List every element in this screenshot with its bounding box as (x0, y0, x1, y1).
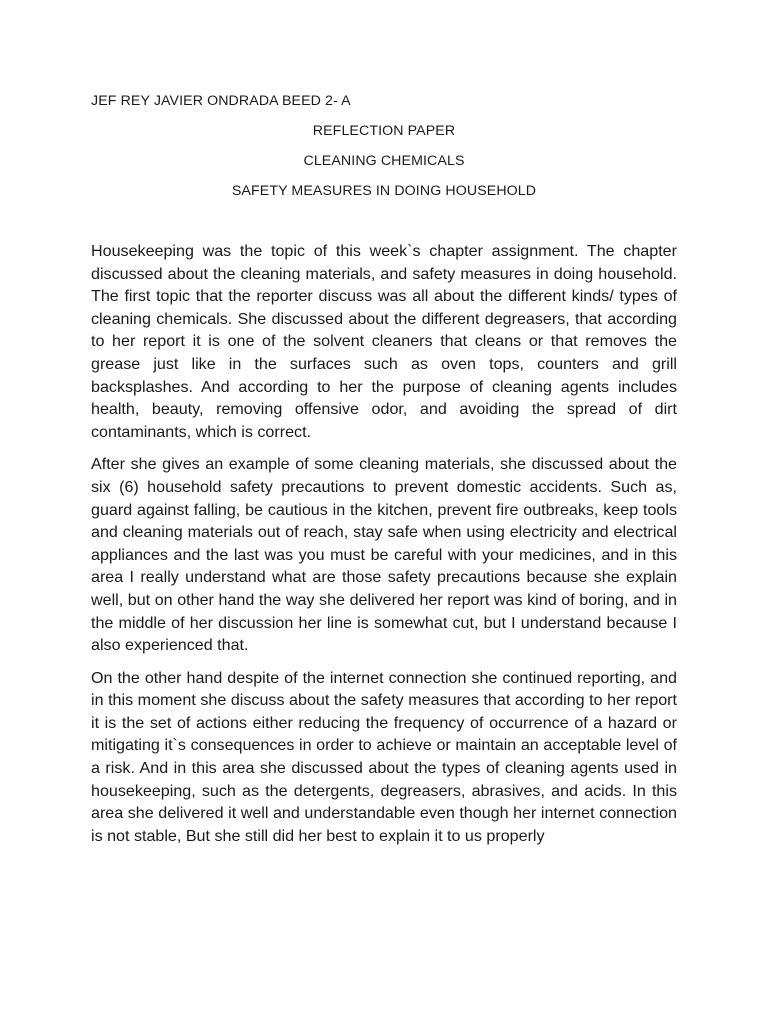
paragraph: Housekeeping was the topic of this week`s chapter assignment. The chapter discussed about the cleaning materials, and safety measures in doing household. The first topic that the reporter discuss was all about the different kinds/ types of cleaning chemicals. She discussed about the different degreasers, that according to her report it is one of the solvent cleaners that cleans or that removes the grease just like in the surfaces such as oven tops, counters and grill backsplashes. And according to her the purpose of cleaning agents includes health, beauty, removing offensive odor, and avoiding the spread of dirt contaminants, which is correct. (91, 242, 677, 441)
document-subtitle: CLEANING CHEMICALS (303, 153, 465, 169)
paragraph: On the other hand despite of the internet connection she continued reporting, and in this moment she discuss about the safety measures that according to her report it is the set of actions either reducing the frequency of occurrence of a hazard or mitigating it`s consequences in order to achieve or maintain an acceptable level of a risk. And in this area she discussed about the types of cleaning agents used in housekeeping, such as the detergents, degreasers, abrasives, and acids. In this area she delivered it well and understandable even though her internet connection is not stable, But she still did her best to explain it to us properly (91, 668, 677, 845)
paragraph: After she gives an example of some cleaning materials, she discussed about the six (6) household safety precautions to prevent domestic accidents. Such as, guard against falling, be cautious in the kitchen, prevent fire outbreaks, keep tools and cleaning materials out of reach, stay safe when using electricity and electrical appliances and the last was you must be careful with your medicines, and in this area I really understand what are those safety precautions because she explain well, but on other hand the way she delivered her report was kind of boring, and in the middle of her discussion her line is somewhat cut, but I understand because I also experienced that. (91, 455, 677, 655)
document-body (91, 240, 677, 857)
document-title: REFLECTION PAPER (312, 123, 456, 139)
document-subtitle-2: SAFETY MEASURES IN DOING HOUSEHOLD (231, 183, 537, 199)
author-line: JEF REY JAVIER ONDRADA BEED 2- A (91, 93, 351, 109)
